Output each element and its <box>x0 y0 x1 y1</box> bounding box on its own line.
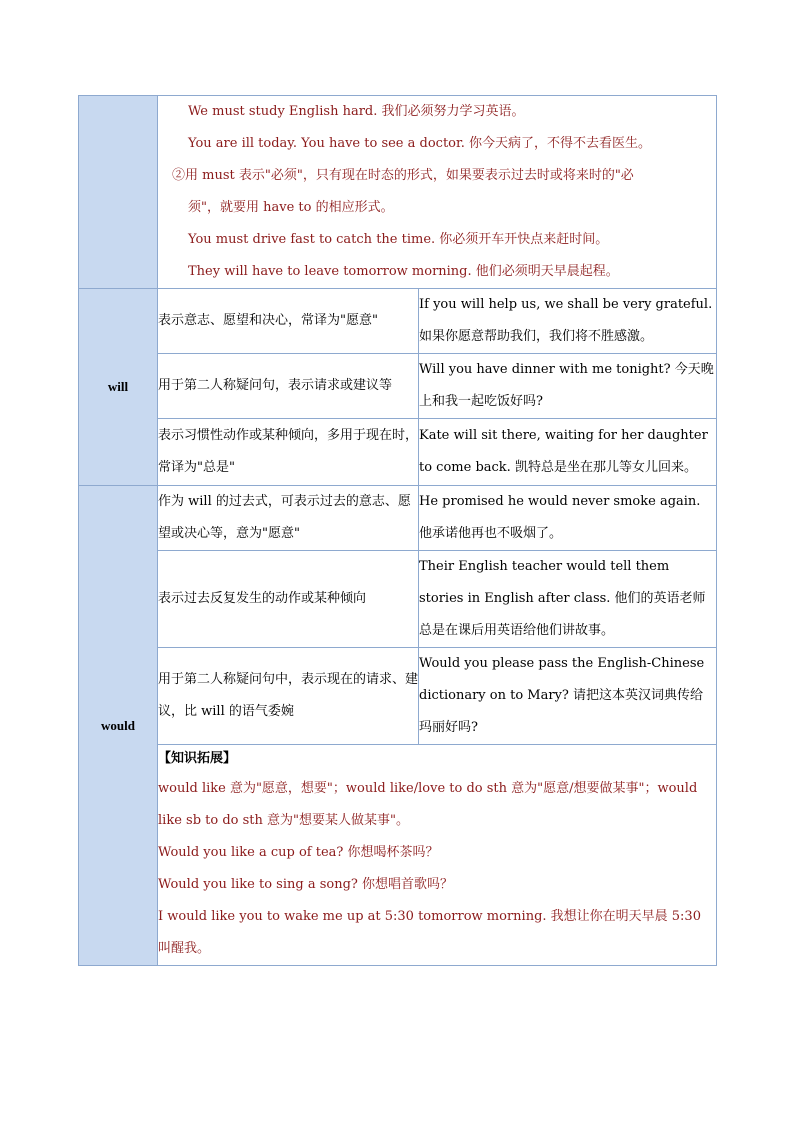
would-row-3 <box>79 648 717 745</box>
would-row-2 <box>79 551 717 648</box>
knowledge-line-2: Would you like a cup of tea? 你想喝杯茶吗？ <box>158 845 439 860</box>
would-desc-3: 用于第二人称疑问句中，表示现在的请求、建议，比 will 的语气委婉 <box>158 648 419 745</box>
will-example-2: Will you have dinner with me tonight? 今天晚上和我一起吃饭好吗? <box>419 354 717 419</box>
will-label: will <box>79 289 158 486</box>
would-desc-1: 作为 will 的过去式，可表示过去的意志、愿望或决心等，意为"愿意" <box>158 486 419 551</box>
must-rule-line-2: 须"，就要用 have to 的相应形式。 <box>188 200 394 215</box>
would-row-1 <box>79 486 717 551</box>
must-section-row <box>79 96 717 289</box>
knowledge-expansion-cell <box>158 745 717 966</box>
must-example-3: You must drive fast to catch the time. 你必须开车开快点来赶时间。 <box>188 232 609 247</box>
would-example-2: Their English teacher would tell them stories in English after class. 他们的英语老师总是在课后用英语给他们讲故事。 <box>419 551 717 648</box>
will-desc-1: 表示意志、愿望和决心，常译为"愿意" <box>158 289 419 354</box>
would-example-1: He promised he would never smoke again. 他承诺他再也不吸烟了。 <box>419 486 717 551</box>
will-row-3 <box>79 419 717 486</box>
will-desc-3: 表示习惯性动作或某种倾向，多用于现在时，常译为"总是" <box>158 419 419 486</box>
must-rule-line-1: ②用 must 表示"必须"，只有现在时态的形式，如果要表示过去时或将来时的"必 <box>172 168 634 183</box>
knowledge-line-1: would like 意为"愿意，想要"；would like/love to do sth 意为"愿意/想要做某事"；would like sb to do sth 意为"想要某人做某事"。 <box>158 781 698 828</box>
will-desc-2: 用于第二人称疑问句，表示请求或建议等 <box>158 354 419 419</box>
would-knowledge-row <box>79 745 717 966</box>
would-label: would <box>79 486 158 966</box>
will-example-1: If you will help us, we shall be very grateful. 如果你愿意帮助我们，我们将不胜感激。 <box>419 289 717 354</box>
will-row-1 <box>79 289 717 354</box>
must-label-cell <box>79 96 158 289</box>
must-example-1: We must study English hard. 我们必须努力学习英语。 <box>188 104 525 119</box>
grammar-table <box>78 95 717 966</box>
would-example-3: Would you please pass the English-Chinese dictionary on to Mary? 请把这本英汉词典传给玛丽好吗? <box>419 648 717 745</box>
will-row-2 <box>79 354 717 419</box>
will-example-3: Kate will sit there, waiting for her daughter to come back. 凯特总是坐在那儿等女儿回来。 <box>419 419 717 486</box>
must-example-4: They will have to leave tomorrow morning. 他们必须明天早晨起程。 <box>188 264 619 279</box>
must-example-2: You are ill today. You have to see a doctor. 你今天病了，不得不去看医生。 <box>188 136 652 151</box>
knowledge-line-3: Would you like to sing a song? 你想唱首歌吗？ <box>158 877 454 892</box>
knowledge-title: 【知识拓展】 <box>158 751 237 766</box>
must-content-cell <box>158 96 717 289</box>
knowledge-line-4: I would like you to wake me up at 5:30 tomorrow morning. 我想让你在明天早晨 5:30 叫醒我。 <box>158 909 701 956</box>
would-desc-2: 表示过去反复发生的动作或某种倾向 <box>158 551 419 648</box>
